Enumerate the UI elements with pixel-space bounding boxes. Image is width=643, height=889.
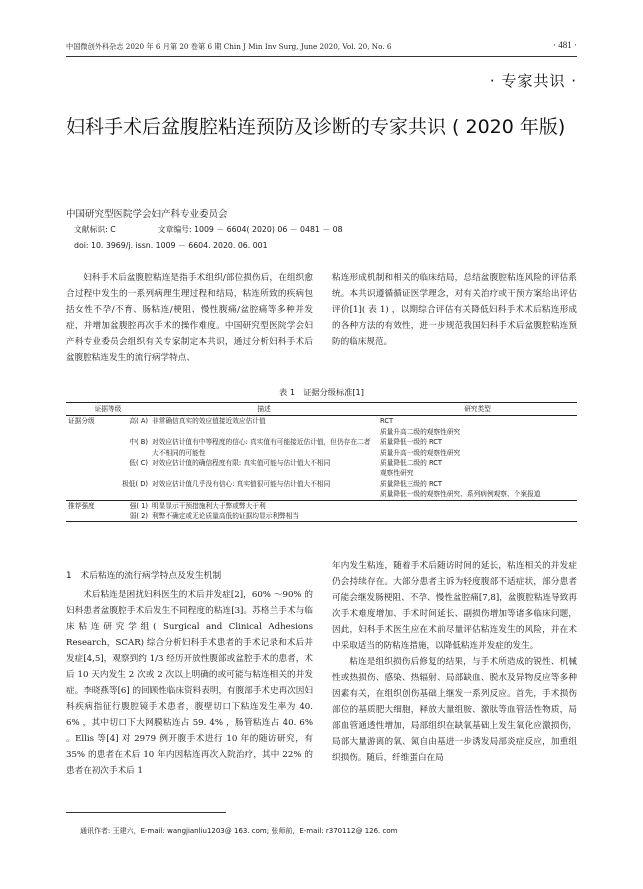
table-cell: 质量降低一级的 RCT 质量升高一级的观察性研究 [380, 438, 461, 457]
table-row [66, 437, 577, 458]
table-row [66, 458, 577, 479]
table-cell: 中( B) [129, 438, 148, 447]
doi: doi: 10. 3969/j. issn. 1009 － 6604. 2020. 06. 001 [74, 241, 268, 250]
table-cell: 对效应估计值的确信程度有限: 真实值可能与估计值大不相同 [152, 459, 331, 468]
section1-left-column [66, 568, 313, 779]
table-title: 表 1 证据分级标准[1] [279, 387, 364, 397]
author-organization: 中国研究型医院学会妇产科专业委员会 [66, 209, 228, 220]
table-cell: RCT 质量升高二级的观察性研究 [380, 417, 461, 436]
table-cell [66, 437, 110, 458]
table-cell [378, 500, 577, 511]
table-header: 研究类型 [378, 403, 577, 416]
intro-paragraph-right: 粘连形成机制和相关的临床结局，总结盆腹腔粘连风险的评估系统。本共识遵循循证医学理念，对有关治疗或干预方案给出评估评价[1]( 表 1) ，以期综合评估有关降低妇科手术术后粘连形成的各种方法的有效性，进一步规范我国妇科手术后盆腹腔粘连预防的临床规范。 [332, 273, 577, 347]
table-row [66, 479, 577, 500]
table-header: 描述 [150, 403, 378, 416]
table-cell: 质量降低三级的 RCT 质量降低一级的观察性研究、系列病例观察、个案报道 [380, 479, 541, 499]
corresponding-author-footnote: 通讯作者: 王建六，E-mail: wangjianliu1203@ 163. com; 张师前，E-mail: r370112@ 126. com [80, 827, 398, 835]
article-title: 妇科手术后盆腹腔粘连预防及诊断的专家共识 ( 2020 年版) [66, 116, 566, 138]
intro-left-column [66, 270, 313, 366]
column-tag: · 专家共识 · [489, 72, 577, 90]
table-row [66, 511, 577, 522]
document-code: 文献标识: C [74, 225, 116, 234]
table-cell: 对效应估计值几乎没有信心: 真实值很可能与估计值大不相同 [152, 479, 331, 488]
section-heading: 1 术后粘连的流行病学特点及发生机制 [66, 571, 222, 581]
footnote-rule [66, 812, 226, 813]
table-cell: 对效应估计值有中等程度的信心: 真实值有可能接近估计值，但仍存在二者大不相同的可能性 [152, 438, 371, 457]
intro-right-column [332, 270, 577, 350]
table-cell: 证据分级 [68, 417, 95, 426]
meta-line [74, 224, 343, 235]
section1-paragraph: 术后粘连是困扰妇科医生的术后并发症[2]，60% ～90% 的妇科患者盆腹腔手术后发生不同程度的粘连[3]。苏格兰手术与临床粘连研究学组( Surgical and Clinical Adhesions Research，SCAR) 综合分析妇科手术患者的手术记录和术后并发症[4,5]，观察到约 1/3 经历开放性腹部或盆腔手术的患者，术后 10 天内发生 2 次或 2 次以上明确的或可能与粘连相关的并发症。李晓燕等[6] 的回顾性临床资料表明，有腹部手术史再次因妇科疾病指征行腹腔镜手术患者，腹壁切口下粘连发生率为 40. 6% ，其中切口下大网膜粘连占 59. 4% ，肠管粘连占 40. 6% 。Ellis 等[4] 对 2979 例开腹手术进行 10 年的随访研究，有 35% 的患者在术后 10 年内因粘连再次入院治疗，其中 22% 的患者在初次手术后 1 [66, 590, 313, 776]
table-cell: 强( 1) [110, 500, 150, 511]
section1-paragraph: 粘连是组织损伤后修复的结果，与手术所造成的锐性、机械性或热损伤、感染、热辐射、局部缺血、脱水及异物反应等多种因素有关，在组织创伤基础上继发一系列反应。首先，手术损伤部位的基质肥大细胞，释放大量组胺、激肽等血管活性物质，局部血管通透性增加，局部组织在缺氧基础上发生氧化应激损伤，局部大量游离的氧、氮自由基进一步诱发局部炎症反应，加重组织损伤。随后，纤维蛋白在局 [332, 657, 577, 763]
table-cell [66, 479, 110, 500]
table-cell: 推荐强度 [66, 500, 110, 511]
table-cell: 低( C) [129, 459, 148, 468]
table-row [66, 416, 577, 437]
table-cell: 质量降低二级的 RCT 观察性研究 [380, 459, 443, 478]
intro-paragraph-left: 妇科手术后盆腹腔粘连是指手术组织/部位损伤后，在组织愈合过程中发生的一系列病理生理过程和结局，粘连所致的疾病包括女性不孕/不育、肠粘连/梗阻、慢性腹痛/盆腔痛等多种并发症，并增加盆腹腔再次手术的操作难度。中国研究型医院学会妇产科专业委员会组织有关专家制定本共识，通过分析妇科手术后盆腹腔粘连发生的流行病学特点、 [66, 273, 313, 363]
table-cell: 弱( 2) [110, 511, 150, 522]
running-head: 中国微创外科杂志 2020 年 6 月第 20 卷第 6 期 Chin J Min Inv Surg, June 2020, Vol. 20, No. 6 [66, 42, 392, 51]
table-cell: 利弊不确定或无论质量高低的证据均显示利弊相当 [150, 511, 378, 522]
article-number: 文章编号: 1009 － 6604( 2020) 06 － 0481 － 08 [157, 225, 343, 234]
page-number: · 481 · [553, 40, 577, 50]
table-cell: 非常确信真实的效应值接近效应估计值 [152, 417, 266, 426]
table-header-row [66, 403, 577, 416]
table-cell: 极低( D) [122, 479, 148, 488]
table-cell [66, 511, 110, 522]
table-cell [66, 458, 110, 479]
evidence-table [66, 402, 577, 522]
table-cell: 高( A) [129, 417, 148, 426]
section1-paragraph-continued: 年内发生粘连，随着手术后随访时间的延长，粘连相关的并发症仍会持续存在。大部分患者主诉为轻度腹部不适症状，部分患者可能会继发肠梗阻、不孕、慢性盆腔痛[7,8]，盆腹腔粘连导致再次手术难度增加、手术时间延长、副损伤增加等诸多临床问题，因此，妇科手术医生应在术前尽量评估粘连发生的风险，并在术中采取适当的防粘连措施，以降低粘连并发症的发生。 [332, 561, 577, 651]
table-row [66, 500, 577, 511]
header-rule [66, 56, 577, 57]
table-cell: 明显显示干预措施利大于弊或弊大于利 [150, 500, 378, 511]
section1-right-column [332, 558, 577, 766]
table-header: 证据等级 [66, 403, 150, 416]
table-cell [378, 511, 577, 522]
